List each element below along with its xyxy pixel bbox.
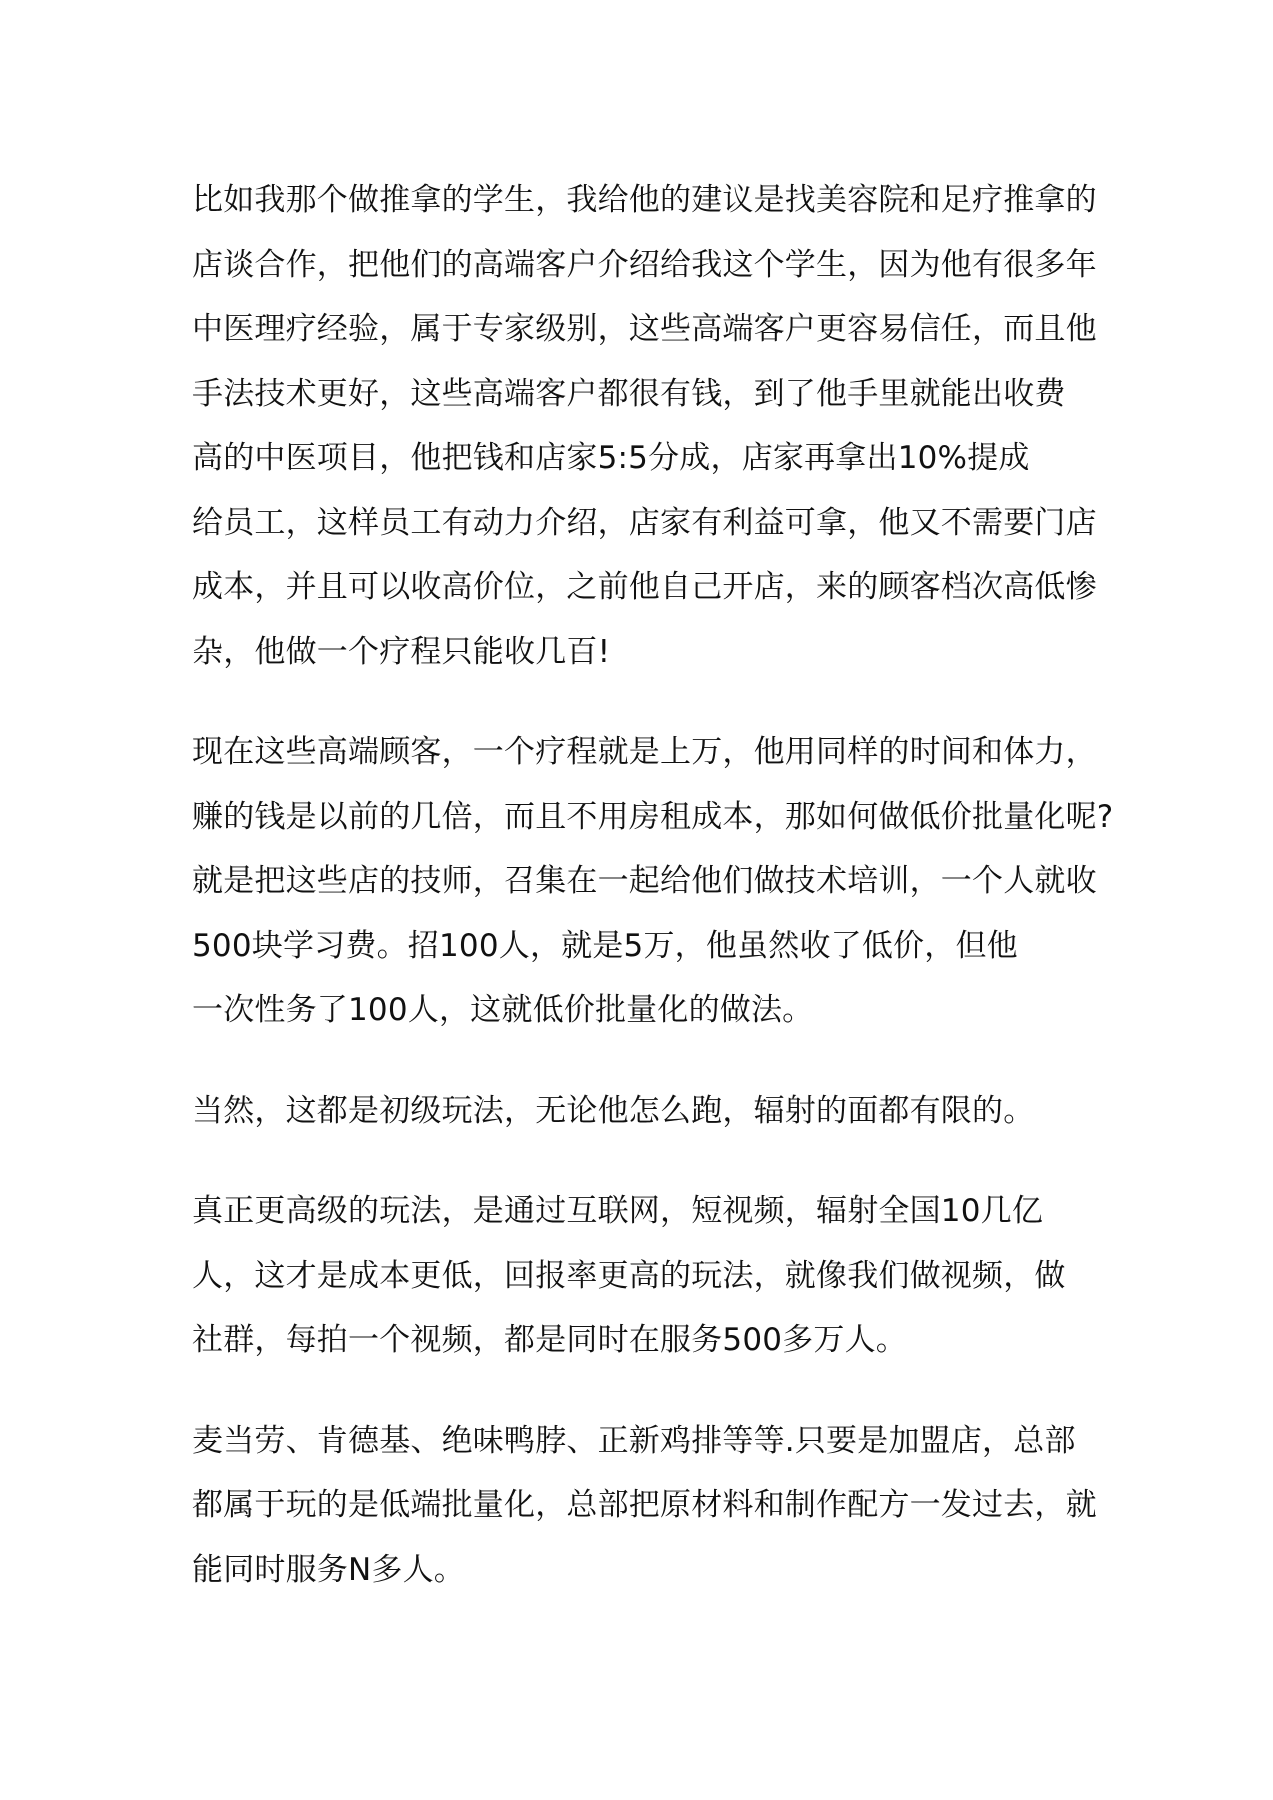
text-line: 都属于玩的是低端批量化，总部把原材料和制作配方一发过去，就 — [192, 1487, 1097, 1523]
paragraph-1 — [192, 168, 1097, 684]
paragraph-4 — [192, 1179, 1092, 1373]
text-line: 杂，他做一个疗程只能收几百! — [192, 633, 611, 670]
text-line: 手法技术更好，这些高端客户都很有钱，到了他手里就能出收费 — [192, 375, 1066, 412]
text-line: 就是把这些店的技师，召集在一起给他们做技术培训，一个人就收 — [192, 863, 1097, 899]
text-line: 中医理疗经验，属于专家级别，这些高端客户更容易信任，而且他 — [192, 311, 1097, 347]
paragraph-2 — [192, 720, 1114, 1043]
text-line: 一次性务了100人，这就低价批量化的做法。 — [192, 992, 814, 1028]
paragraph-3 — [192, 1079, 1092, 1144]
text-line: 真正更高级的玩法，是通过互联网，短视频，辐射全国10几亿 — [192, 1193, 1044, 1229]
text-line: 店谈合作，把他们的高端客户介绍给我这个学生，因为他有很多年 — [192, 246, 1097, 283]
text-line: 能同时服务N多人。 — [192, 1551, 465, 1588]
text-line: 当然，这都是初级玩法，无论他怎么跑，辐射的面都有限的。 — [192, 1092, 1035, 1129]
text-line: 赚的钱是以前的几倍，而且不用房租成本，那如何做低价批量化呢? — [192, 798, 1114, 835]
text-line: 500块学习费。招100人，就是5万，他虽然收了低价，但他 — [192, 927, 1018, 964]
document-body — [192, 168, 1114, 1638]
text-line: 社群，每拍一个视频，都是同时在服务500多万人。 — [192, 1322, 907, 1358]
text-line: 现在这些高端顾客，一个疗程就是上万，他用同样的时间和体力， — [192, 734, 1097, 770]
text-line: 人，这才是成本更低，回报率更高的玩法，就像我们做视频，做 — [192, 1257, 1066, 1294]
text-line: 高的中医项目，他把钱和店家5:5分成，店家再拿出10%提成 — [192, 440, 1030, 476]
text-line: 成本，并且可以收高价位，之前他自己开店，来的顾客档次高低惨 — [192, 569, 1097, 605]
text-line: 比如我那个做推拿的学生，我给他的建议是找美容院和足疗推拿的 — [192, 182, 1097, 218]
text-line: 麦当劳、肯德基、绝味鸭脖、正新鸡排等等.只要是加盟店，总部 — [192, 1422, 1076, 1459]
paragraph-5 — [192, 1409, 1097, 1603]
text-line: 给员工，这样员工有动力介绍，店家有利益可拿，他又不需要门店 — [192, 504, 1097, 541]
